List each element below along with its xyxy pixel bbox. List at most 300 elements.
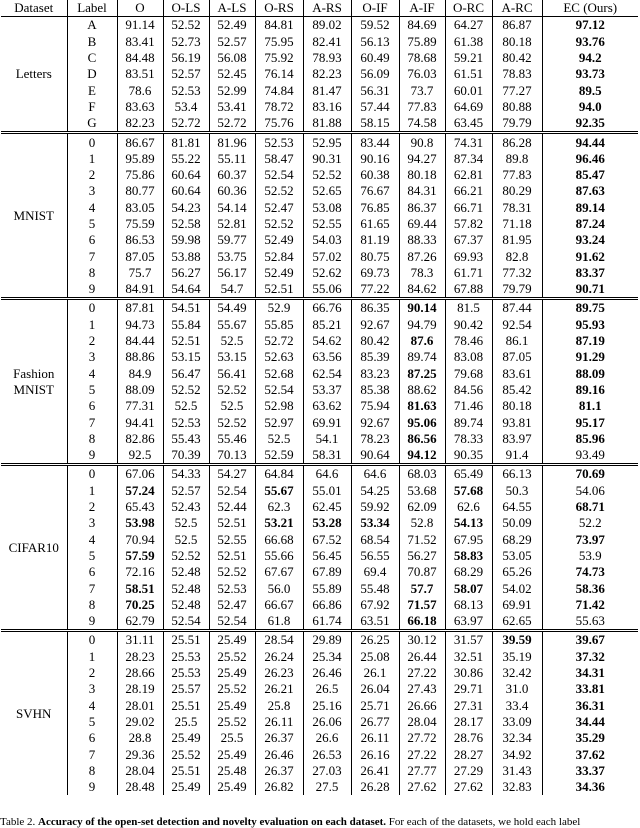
value-cell: 63.51 xyxy=(351,613,399,631)
value-cell: 35.29 xyxy=(542,730,638,746)
dataset-name: CIFAR10 xyxy=(8,539,59,555)
label-cell: 6 xyxy=(67,232,117,248)
value-cell: 55.67 xyxy=(255,483,303,499)
value-cell: 52.57 xyxy=(209,34,255,50)
value-cell: 36.31 xyxy=(542,697,638,713)
table-row xyxy=(1,398,638,414)
value-cell: 52.52 xyxy=(303,167,351,183)
value-cell: 25.53 xyxy=(163,665,209,681)
value-cell: 78.3 xyxy=(399,265,445,281)
value-cell: 52.57 xyxy=(163,66,209,82)
value-cell: 28.54 xyxy=(255,631,303,649)
value-cell: 32.34 xyxy=(492,730,542,746)
value-cell: 87.25 xyxy=(399,366,445,382)
value-cell: 34.36 xyxy=(542,779,638,795)
value-cell: 63.97 xyxy=(445,613,492,631)
value-cell: 92.67 xyxy=(351,414,399,430)
value-cell: 52.52 xyxy=(209,564,255,580)
label-cell: 8 xyxy=(67,763,117,779)
value-cell: 86.53 xyxy=(117,232,163,248)
label-cell: 8 xyxy=(67,431,117,447)
value-cell: 52.5 xyxy=(255,431,303,447)
value-cell: 52.54 xyxy=(209,613,255,631)
column-header: EC (Ours) xyxy=(542,0,638,17)
table-row xyxy=(1,50,638,66)
label-cell: 0 xyxy=(67,133,117,151)
value-cell: 79.79 xyxy=(492,281,542,299)
value-cell: 54.49 xyxy=(209,299,255,317)
value-cell: 52.51 xyxy=(163,333,209,349)
value-cell: 37.32 xyxy=(542,649,638,665)
value-cell: 28.04 xyxy=(399,714,445,730)
value-cell: 52.57 xyxy=(163,483,209,499)
value-cell: 84.81 xyxy=(255,17,303,34)
value-cell: 31.43 xyxy=(492,763,542,779)
value-cell: 33.37 xyxy=(542,763,638,779)
value-cell: 73.97 xyxy=(542,532,638,548)
value-cell: 93.76 xyxy=(542,34,638,50)
column-header: O-RS xyxy=(255,0,303,17)
value-cell: 32.42 xyxy=(492,665,542,681)
value-cell: 86.56 xyxy=(399,431,445,447)
value-cell: 84.56 xyxy=(445,382,492,398)
value-cell: 68.71 xyxy=(542,499,638,515)
value-cell: 60.64 xyxy=(163,183,209,199)
value-cell: 52.58 xyxy=(163,216,209,232)
value-cell: 25.51 xyxy=(163,697,209,713)
value-cell: 28.8 xyxy=(117,730,163,746)
table-row xyxy=(1,133,638,151)
value-cell: 61.38 xyxy=(445,34,492,50)
value-cell: 87.24 xyxy=(542,216,638,232)
value-cell: 70.69 xyxy=(542,465,638,483)
value-cell: 84.69 xyxy=(399,17,445,34)
value-cell: 66.68 xyxy=(255,532,303,548)
value-cell: 94.0 xyxy=(542,99,638,115)
value-cell: 67.95 xyxy=(445,532,492,548)
value-cell: 52.5 xyxy=(209,333,255,349)
value-cell: 88.33 xyxy=(399,232,445,248)
value-cell: 28.76 xyxy=(445,730,492,746)
value-cell: 54.33 xyxy=(163,465,209,483)
value-cell: 25.71 xyxy=(351,697,399,713)
value-cell: 58.83 xyxy=(445,548,492,564)
table-row xyxy=(1,564,638,580)
value-cell: 52.5 xyxy=(163,398,209,414)
value-cell: 52.54 xyxy=(209,483,255,499)
value-cell: 78.72 xyxy=(255,99,303,115)
label-cell: 6 xyxy=(67,398,117,414)
value-cell: 26.46 xyxy=(255,746,303,762)
value-cell: 75.59 xyxy=(117,216,163,232)
value-cell: 55.89 xyxy=(303,580,351,596)
value-cell: 84.9 xyxy=(117,366,163,382)
value-cell: 29.36 xyxy=(117,746,163,762)
table-row xyxy=(1,317,638,333)
value-cell: 66.71 xyxy=(445,200,492,216)
value-cell: 39.67 xyxy=(542,631,638,649)
value-cell: 58.51 xyxy=(117,580,163,596)
table-row xyxy=(1,681,638,697)
label-cell: 3 xyxy=(67,681,117,697)
column-header: A-RS xyxy=(303,0,351,17)
value-cell: 70.39 xyxy=(163,447,209,465)
table-row xyxy=(1,779,638,795)
value-cell: 90.42 xyxy=(445,317,492,333)
value-cell: 25.52 xyxy=(209,649,255,665)
table-row xyxy=(1,631,638,649)
value-cell: 27.22 xyxy=(399,746,445,762)
results-table xyxy=(1,0,638,795)
value-cell: 81.88 xyxy=(303,115,351,133)
value-cell: 81.63 xyxy=(399,398,445,414)
value-cell: 86.28 xyxy=(492,133,542,151)
value-cell: 71.57 xyxy=(399,597,445,613)
value-cell: 84.62 xyxy=(399,281,445,299)
value-cell: 85.39 xyxy=(351,349,399,365)
value-cell: 60.01 xyxy=(445,82,492,98)
table-row xyxy=(1,447,638,465)
value-cell: 26.04 xyxy=(351,681,399,697)
value-cell: 57.82 xyxy=(445,216,492,232)
value-cell: 52.47 xyxy=(209,597,255,613)
value-cell: 52.72 xyxy=(163,115,209,133)
value-cell: 54.02 xyxy=(492,580,542,596)
value-cell: 52.84 xyxy=(255,248,303,264)
value-cell: 52.59 xyxy=(255,447,303,465)
value-cell: 28.27 xyxy=(445,746,492,762)
value-cell: 80.18 xyxy=(492,398,542,414)
value-cell: 54.7 xyxy=(209,281,255,299)
value-cell: 71.52 xyxy=(399,532,445,548)
caption-bold-text: Accuracy of the open-set detection and novelty evaluation on each dataset. xyxy=(38,816,387,828)
value-cell: 54.14 xyxy=(209,200,255,216)
value-cell: 60.36 xyxy=(209,183,255,199)
value-cell: 66.76 xyxy=(303,299,351,317)
table-row xyxy=(1,200,638,216)
value-cell: 62.3 xyxy=(255,499,303,515)
value-cell: 87.81 xyxy=(117,299,163,317)
table-row xyxy=(1,580,638,596)
value-cell: 26.06 xyxy=(303,714,351,730)
column-header: Label xyxy=(67,0,117,17)
value-cell: 54.06 xyxy=(542,483,638,499)
value-cell: 27.03 xyxy=(303,763,351,779)
label-cell: 4 xyxy=(67,200,117,216)
value-cell: 68.03 xyxy=(399,465,445,483)
table-row xyxy=(1,431,638,447)
label-cell: 1 xyxy=(67,649,117,665)
value-cell: 65.26 xyxy=(492,564,542,580)
value-cell: 28.17 xyxy=(445,714,492,730)
value-cell: 56.55 xyxy=(351,548,399,564)
value-cell: 29.02 xyxy=(117,714,163,730)
table-body xyxy=(1,17,638,795)
table-row xyxy=(1,151,638,167)
label-cell: 2 xyxy=(67,665,117,681)
value-cell: 68.54 xyxy=(351,532,399,548)
value-cell: 27.22 xyxy=(399,665,445,681)
value-cell: 80.88 xyxy=(492,99,542,115)
value-cell: 73.7 xyxy=(399,82,445,98)
label-cell: 3 xyxy=(67,349,117,365)
caption-prefix: Table 2. xyxy=(0,816,39,828)
value-cell: 64.27 xyxy=(445,17,492,34)
value-cell: 65.49 xyxy=(445,465,492,483)
value-cell: 62.6 xyxy=(445,499,492,515)
value-cell: 52.47 xyxy=(255,200,303,216)
value-cell: 26.1 xyxy=(351,665,399,681)
value-cell: 75.95 xyxy=(255,34,303,50)
value-cell: 52.95 xyxy=(303,133,351,151)
value-cell: 64.6 xyxy=(303,465,351,483)
value-cell: 92.54 xyxy=(492,317,542,333)
value-cell: 56.41 xyxy=(209,366,255,382)
value-cell: 86.35 xyxy=(351,299,399,317)
value-cell: 27.29 xyxy=(445,763,492,779)
value-cell: 77.27 xyxy=(492,82,542,98)
value-cell: 56.45 xyxy=(303,548,351,564)
value-cell: 70.94 xyxy=(117,532,163,548)
value-cell: 34.31 xyxy=(542,665,638,681)
value-cell: 75.92 xyxy=(255,50,303,66)
value-cell: 71.18 xyxy=(492,216,542,232)
value-cell: 91.29 xyxy=(542,349,638,365)
value-cell: 88.62 xyxy=(399,382,445,398)
value-cell: 52.49 xyxy=(255,232,303,248)
value-cell: 70.13 xyxy=(209,447,255,465)
value-cell: 90.16 xyxy=(351,151,399,167)
value-cell: 70.25 xyxy=(117,597,163,613)
value-cell: 80.42 xyxy=(351,333,399,349)
value-cell: 67.06 xyxy=(117,465,163,483)
label-cell: F xyxy=(67,99,117,115)
value-cell: 64.55 xyxy=(492,499,542,515)
value-cell: 54.23 xyxy=(163,200,209,216)
value-cell: 52.55 xyxy=(303,216,351,232)
value-cell: 76.67 xyxy=(351,183,399,199)
table-row xyxy=(1,730,638,746)
value-cell: 52.53 xyxy=(163,82,209,98)
value-cell: 63.62 xyxy=(303,398,351,414)
value-cell: 31.11 xyxy=(117,631,163,649)
value-cell: 52.72 xyxy=(209,115,255,133)
value-cell: 67.52 xyxy=(303,532,351,548)
value-cell: 83.16 xyxy=(303,99,351,115)
label-cell: A xyxy=(67,17,117,34)
value-cell: 30.12 xyxy=(399,631,445,649)
value-cell: 52.49 xyxy=(255,265,303,281)
value-cell: 52.65 xyxy=(303,183,351,199)
value-cell: 90.8 xyxy=(399,133,445,151)
value-cell: 62.54 xyxy=(303,366,351,382)
value-cell: 25.52 xyxy=(209,714,255,730)
value-cell: 52.8 xyxy=(399,515,445,531)
value-cell: 52.48 xyxy=(163,597,209,613)
value-cell: 54.64 xyxy=(163,281,209,299)
value-cell: 50.3 xyxy=(492,483,542,499)
value-cell: 52.49 xyxy=(209,17,255,34)
value-cell: 66.18 xyxy=(399,613,445,631)
value-cell: 67.88 xyxy=(445,281,492,299)
value-cell: 58.47 xyxy=(255,151,303,167)
value-cell: 28.48 xyxy=(117,779,163,795)
value-cell: 83.08 xyxy=(445,349,492,365)
dataset-name: SVHN xyxy=(16,705,52,721)
value-cell: 75.7 xyxy=(117,265,163,281)
value-cell: 57.44 xyxy=(351,99,399,115)
value-cell: 85.96 xyxy=(542,431,638,447)
value-cell: 34.44 xyxy=(542,714,638,730)
value-cell: 61.51 xyxy=(445,66,492,82)
label-cell: 8 xyxy=(67,597,117,613)
table-row xyxy=(1,281,638,299)
value-cell: 60.49 xyxy=(351,50,399,66)
table-caption xyxy=(0,816,640,828)
dataset-name: MNIST xyxy=(13,207,54,223)
value-cell: 87.63 xyxy=(542,183,638,199)
table-row xyxy=(1,597,638,613)
value-cell: 53.05 xyxy=(492,548,542,564)
label-cell: 5 xyxy=(67,714,117,730)
value-cell: 96.46 xyxy=(542,151,638,167)
table-row xyxy=(1,366,638,382)
value-cell: 58.15 xyxy=(351,115,399,133)
value-cell: 83.37 xyxy=(542,265,638,281)
caption-rest: For each of the datasets, we hold each label xyxy=(386,816,581,828)
table-row xyxy=(1,248,638,264)
value-cell: 26.82 xyxy=(255,779,303,795)
value-cell: 52.2 xyxy=(542,515,638,531)
label-cell: 2 xyxy=(67,167,117,183)
value-cell: 78.93 xyxy=(303,50,351,66)
value-cell: 76.85 xyxy=(351,200,399,216)
dataset-name-cell xyxy=(1,631,67,795)
value-cell: 54.27 xyxy=(209,465,255,483)
value-cell: 95.17 xyxy=(542,414,638,430)
label-cell: 8 xyxy=(67,265,117,281)
value-cell: 32.83 xyxy=(492,779,542,795)
value-cell: 53.34 xyxy=(351,515,399,531)
value-cell: 68.29 xyxy=(492,532,542,548)
value-cell: 27.31 xyxy=(445,697,492,713)
dataset-name: MNIST xyxy=(13,381,54,397)
value-cell: 52.62 xyxy=(303,265,351,281)
value-cell: 58.07 xyxy=(445,580,492,596)
value-cell: 52.63 xyxy=(255,349,303,365)
value-cell: 26.11 xyxy=(255,714,303,730)
dataset-name: Fashion xyxy=(13,365,55,381)
value-cell: 78.46 xyxy=(445,333,492,349)
dataset-name-cell xyxy=(1,133,67,299)
label-cell: 4 xyxy=(67,366,117,382)
value-cell: 69.91 xyxy=(303,414,351,430)
value-cell: 80.18 xyxy=(492,34,542,50)
value-cell: 52.54 xyxy=(255,167,303,183)
table-row xyxy=(1,183,638,199)
value-cell: 71.42 xyxy=(542,597,638,613)
value-cell: 52.52 xyxy=(209,414,255,430)
label-cell: 6 xyxy=(67,564,117,580)
value-cell: 92.67 xyxy=(351,317,399,333)
value-cell: 83.23 xyxy=(351,366,399,382)
value-cell: 53.75 xyxy=(209,248,255,264)
value-cell: 64.84 xyxy=(255,465,303,483)
value-cell: 63.45 xyxy=(445,115,492,133)
label-cell: C xyxy=(67,50,117,66)
value-cell: 85.21 xyxy=(303,317,351,333)
value-cell: 91.62 xyxy=(542,248,638,264)
value-cell: 74.58 xyxy=(399,115,445,133)
value-cell: 55.66 xyxy=(255,548,303,564)
value-cell: 80.75 xyxy=(351,248,399,264)
label-cell: 7 xyxy=(67,580,117,596)
value-cell: 28.01 xyxy=(117,697,163,713)
table-row xyxy=(1,382,638,398)
table-row xyxy=(1,483,638,499)
value-cell: 83.51 xyxy=(117,66,163,82)
value-cell: 52.73 xyxy=(163,34,209,50)
value-cell: 93.73 xyxy=(542,66,638,82)
table-row xyxy=(1,167,638,183)
value-cell: 56.0 xyxy=(255,580,303,596)
column-header: A-LS xyxy=(209,0,255,17)
value-cell: 79.68 xyxy=(445,366,492,382)
value-cell: 25.52 xyxy=(209,681,255,697)
column-header: O xyxy=(117,0,163,17)
value-cell: 88.09 xyxy=(117,382,163,398)
column-header: A-RC xyxy=(492,0,542,17)
value-cell: 25.49 xyxy=(209,631,255,649)
value-cell: 66.67 xyxy=(255,597,303,613)
value-cell: 52.99 xyxy=(209,82,255,98)
value-cell: 52.51 xyxy=(255,281,303,299)
value-cell: 52.48 xyxy=(163,580,209,596)
table-row xyxy=(1,333,638,349)
value-cell: 60.37 xyxy=(209,167,255,183)
value-cell: 84.91 xyxy=(117,281,163,299)
value-cell: 53.9 xyxy=(542,548,638,564)
table-row xyxy=(1,532,638,548)
value-cell: 88.86 xyxy=(117,349,163,365)
value-cell: 87.6 xyxy=(399,333,445,349)
value-cell: 93.24 xyxy=(542,232,638,248)
value-cell: 29.89 xyxy=(303,631,351,649)
value-cell: 53.15 xyxy=(209,349,255,365)
value-cell: 52.9 xyxy=(255,299,303,317)
table-row xyxy=(1,613,638,631)
value-cell: 64.6 xyxy=(351,465,399,483)
value-cell: 87.05 xyxy=(117,248,163,264)
value-cell: 31.0 xyxy=(492,681,542,697)
value-cell: 77.83 xyxy=(399,99,445,115)
value-cell: 90.31 xyxy=(303,151,351,167)
value-cell: 25.5 xyxy=(163,714,209,730)
value-cell: 56.08 xyxy=(209,50,255,66)
value-cell: 85.38 xyxy=(351,382,399,398)
label-cell: 9 xyxy=(67,779,117,795)
value-cell: 71.46 xyxy=(445,398,492,414)
label-cell: 3 xyxy=(67,515,117,531)
value-cell: 52.53 xyxy=(209,580,255,596)
label-cell: D xyxy=(67,66,117,82)
value-cell: 55.43 xyxy=(163,431,209,447)
value-cell: 29.71 xyxy=(445,681,492,697)
value-cell: 84.31 xyxy=(399,183,445,199)
value-cell: 80.29 xyxy=(492,183,542,199)
value-cell: 77.83 xyxy=(492,167,542,183)
label-cell: 1 xyxy=(67,483,117,499)
